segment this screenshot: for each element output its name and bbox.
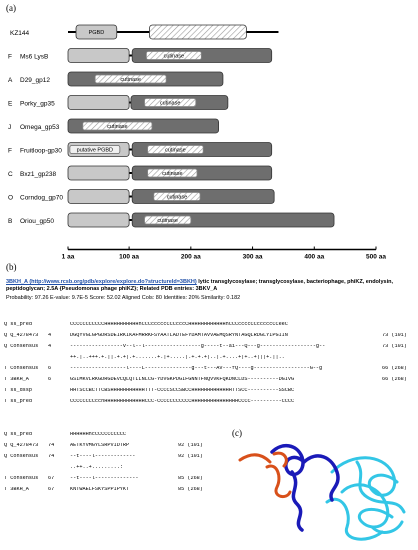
alignment-row-label: Q Q_4278473 xyxy=(4,333,39,338)
alignment-start: 4 xyxy=(48,333,52,338)
hit-description: lytic transglycosylase; transglycosylase, bacteriophage, phiKZ, endolysin, peptidoglycan; 2.5A {Pseudomonas phage phiKZ}; Related PDB entries: 3BKV_A xyxy=(6,279,393,292)
domain-box xyxy=(149,25,246,39)
protein-row xyxy=(8,166,272,180)
alignment-end: 92 (101) xyxy=(178,443,203,448)
protein-row xyxy=(8,119,219,133)
protein-row xyxy=(8,190,274,204)
domain-label: cutinase xyxy=(107,124,128,130)
domain-label: cutinase xyxy=(162,171,183,177)
alignment-sequence: -----------------v--l--l------------------g-----t--ai---Q---g------------------g-- xyxy=(70,344,326,349)
alignment-row-label: T ss_pred xyxy=(4,399,33,404)
protein-row xyxy=(8,143,272,157)
alignment-sequence: ++.|..+++.+.||.+.+|.+.......+.|+.....|.+.+.+|..|.+....+|+..+|||+.||.. xyxy=(70,355,285,360)
protein-structure-image xyxy=(232,432,414,548)
alignment-row-label: T Consensus xyxy=(4,476,39,481)
alignment-sequence: AETKYVMGYLSRPVIDTRP xyxy=(70,443,130,448)
alignment-row-label: Q ss_pred xyxy=(4,322,33,327)
alignment-row-label: Q Consensus xyxy=(4,344,39,349)
axis-tick-label: 1 aa xyxy=(61,253,75,260)
cluster-letter: A xyxy=(8,77,13,84)
alignment-line xyxy=(4,388,414,399)
domain-label: cutinase xyxy=(166,194,188,201)
orange-region-ribbon xyxy=(240,453,290,496)
axis-tick-label: 200 aa xyxy=(180,253,201,260)
alignment-line xyxy=(4,355,414,366)
alignment-start: 67 xyxy=(48,476,55,481)
alignment-row-label: T ss_dssp xyxy=(4,388,33,393)
cluster-letter: J xyxy=(8,124,12,131)
alignment-line xyxy=(4,487,234,498)
protein-row xyxy=(8,213,334,227)
alignment-end: 85 (268) xyxy=(178,487,203,492)
protein-row xyxy=(10,25,278,39)
alignment-start: 4 xyxy=(48,344,52,349)
protein-name: Omega_gp53 xyxy=(20,124,60,131)
axis-tick-label: 300 aa xyxy=(242,253,263,260)
alignment-sequence: GSIMKVLRKGDRGDEVCQLQTLLNLCG-YDVGKPDGIFGNNTFNQVVKFQKDNCLDS----------DGIVG xyxy=(70,377,295,382)
protein-row xyxy=(8,96,228,110)
alignment-block-2 xyxy=(4,432,234,498)
alignment-line xyxy=(4,333,414,344)
alignment-sequence: HHTSCCBCTTCBSHHHHHHHHHHHTTT-CCCCSCCSBCCHHHHHHHHHHHHHTTSCC----------SSCBC xyxy=(70,388,295,393)
cyan-domain-ribbon xyxy=(327,458,404,539)
cluster-letter: C xyxy=(8,171,13,178)
alignment-row-label: Q ss_pred xyxy=(4,432,33,437)
alignment-row-label: T Consensus xyxy=(4,366,39,371)
alignment-line xyxy=(4,377,414,388)
domain-label: cutinase xyxy=(157,218,178,224)
protein-name: KZ144 xyxy=(10,30,30,37)
domain-box xyxy=(68,166,129,180)
pdb-hit-link[interactable]: 3BKH_A (http://www.rcsb.org/pdb/explore/explore.do?structureId=3BKH) xyxy=(6,279,197,285)
alignment-sequence: --t----l-------------- xyxy=(70,476,139,481)
alignment-end: 85 (268) xyxy=(178,476,203,481)
alignment-sequence: KNTWAELFSKYSPPIPYKT xyxy=(70,487,130,492)
hhpred-header xyxy=(6,279,412,301)
domain-box xyxy=(68,49,129,63)
alignment-start: 67 xyxy=(48,487,55,492)
protein-name: Oriou_gp50 xyxy=(20,218,54,225)
axis-tick-label: 400 aa xyxy=(304,253,325,260)
alignment-line xyxy=(4,399,414,410)
cluster-letter: F xyxy=(8,53,12,61)
alignment-end: 92 (101) xyxy=(178,454,203,459)
alignment-end: 66 (268) xyxy=(382,366,407,371)
panel-a-label: (a) xyxy=(6,3,16,13)
protein-name: Corndog_gp70 xyxy=(20,194,64,202)
domain-architecture-diagram xyxy=(0,0,418,260)
alignment-row-label: T 3BKH_A xyxy=(4,377,29,382)
alignment-sequence: --t----l------------- xyxy=(70,454,136,459)
alignment-block-1 xyxy=(4,322,414,410)
protein-row xyxy=(8,72,223,86)
alignment-end: 66 (268) xyxy=(382,377,407,382)
domain-label: PGBD xyxy=(88,30,105,36)
alignment-end: 73 (101) xyxy=(382,333,407,338)
blue-domain-ribbon xyxy=(272,446,338,530)
protein-name: Porky_gp35 xyxy=(20,100,55,108)
alignment-row-label: Q Consensus xyxy=(4,454,39,459)
alignment-sequence: ..++..+.........: xyxy=(70,465,123,470)
domain-label: cutinase xyxy=(159,100,181,107)
alignment-row-label: Q Q_4278473 xyxy=(4,443,39,448)
alignment-sequence: HHHHHHhcCCCCCCCCCC xyxy=(70,432,127,437)
alignment-sequence: CCCCCCCCCCCHHHHHHHHHHHhCCCcccccCCCcccCHHHHHHHHHHHHhCCCccccCCcccccCCeeC xyxy=(70,322,288,327)
alignment-stats: Probability: 97.26 E-value: 9.7E-5 Score: 52.02 Aligned Cols: 80 Identities: 20% Similarity: 0.182 xyxy=(6,294,241,301)
alignment-line xyxy=(4,454,234,465)
panel-c-label: (c) xyxy=(232,428,242,438)
axis-tick-label: 100 aa xyxy=(119,253,140,260)
protein-name: Bxz1_gp238 xyxy=(20,171,57,178)
protein-name: D29_gp12 xyxy=(20,77,50,84)
alignment-line xyxy=(4,465,234,476)
protein-name: Fruitloop-gp30 xyxy=(20,147,62,155)
alignment-line xyxy=(4,432,234,443)
domain-box xyxy=(68,96,129,110)
domain-label: putative PGBD xyxy=(76,147,114,154)
alignment-line xyxy=(4,366,414,377)
alignment-sequence: CCCCCCCCcchHHHHHHHHHHHHHCCC-CCCCCCCCCCCHHHHHHHHHHHHHHHCCCC----------CCCC xyxy=(70,399,295,404)
cluster-letter: B xyxy=(8,218,13,225)
domain-box xyxy=(68,213,129,227)
panel-b-label: (b) xyxy=(6,262,17,272)
alignment-end: 73 (101) xyxy=(382,344,407,349)
protein-row xyxy=(8,49,272,63)
alignment-line xyxy=(4,443,234,454)
axis-tick-label: 500 aa xyxy=(366,253,386,260)
cluster-letter: O xyxy=(8,194,14,202)
alignment-start: 74 xyxy=(48,454,55,459)
alignment-start: 6 xyxy=(48,366,52,371)
alignment-sequence: DGQYVGLGPGDRSDEIRKIKAFMRRKFSYAATLADTEFYDAMTAVVAEMQSRYNTAGQLRDGLYIPGIIN xyxy=(70,333,288,338)
alignment-start: 6 xyxy=(48,377,52,382)
alignment-sequence: ------------------l----L---------------g---t---Av---fQ----g------------------G--g xyxy=(70,366,323,371)
domain-label: cutinase xyxy=(165,147,186,154)
alignment-line xyxy=(4,322,414,333)
alignment-row-label: T 3BKH_A xyxy=(4,487,29,492)
protein-name: Ms6 LysB xyxy=(20,53,49,61)
alignment-start: 74 xyxy=(48,443,55,448)
domain-label: cutinase xyxy=(163,53,185,60)
cluster-letter: F xyxy=(8,147,12,155)
alignment-line xyxy=(4,476,234,487)
alignment-line xyxy=(4,344,414,355)
domain-box xyxy=(68,190,129,204)
cluster-letter: E xyxy=(8,100,13,108)
domain-label: cutinase xyxy=(120,77,141,83)
